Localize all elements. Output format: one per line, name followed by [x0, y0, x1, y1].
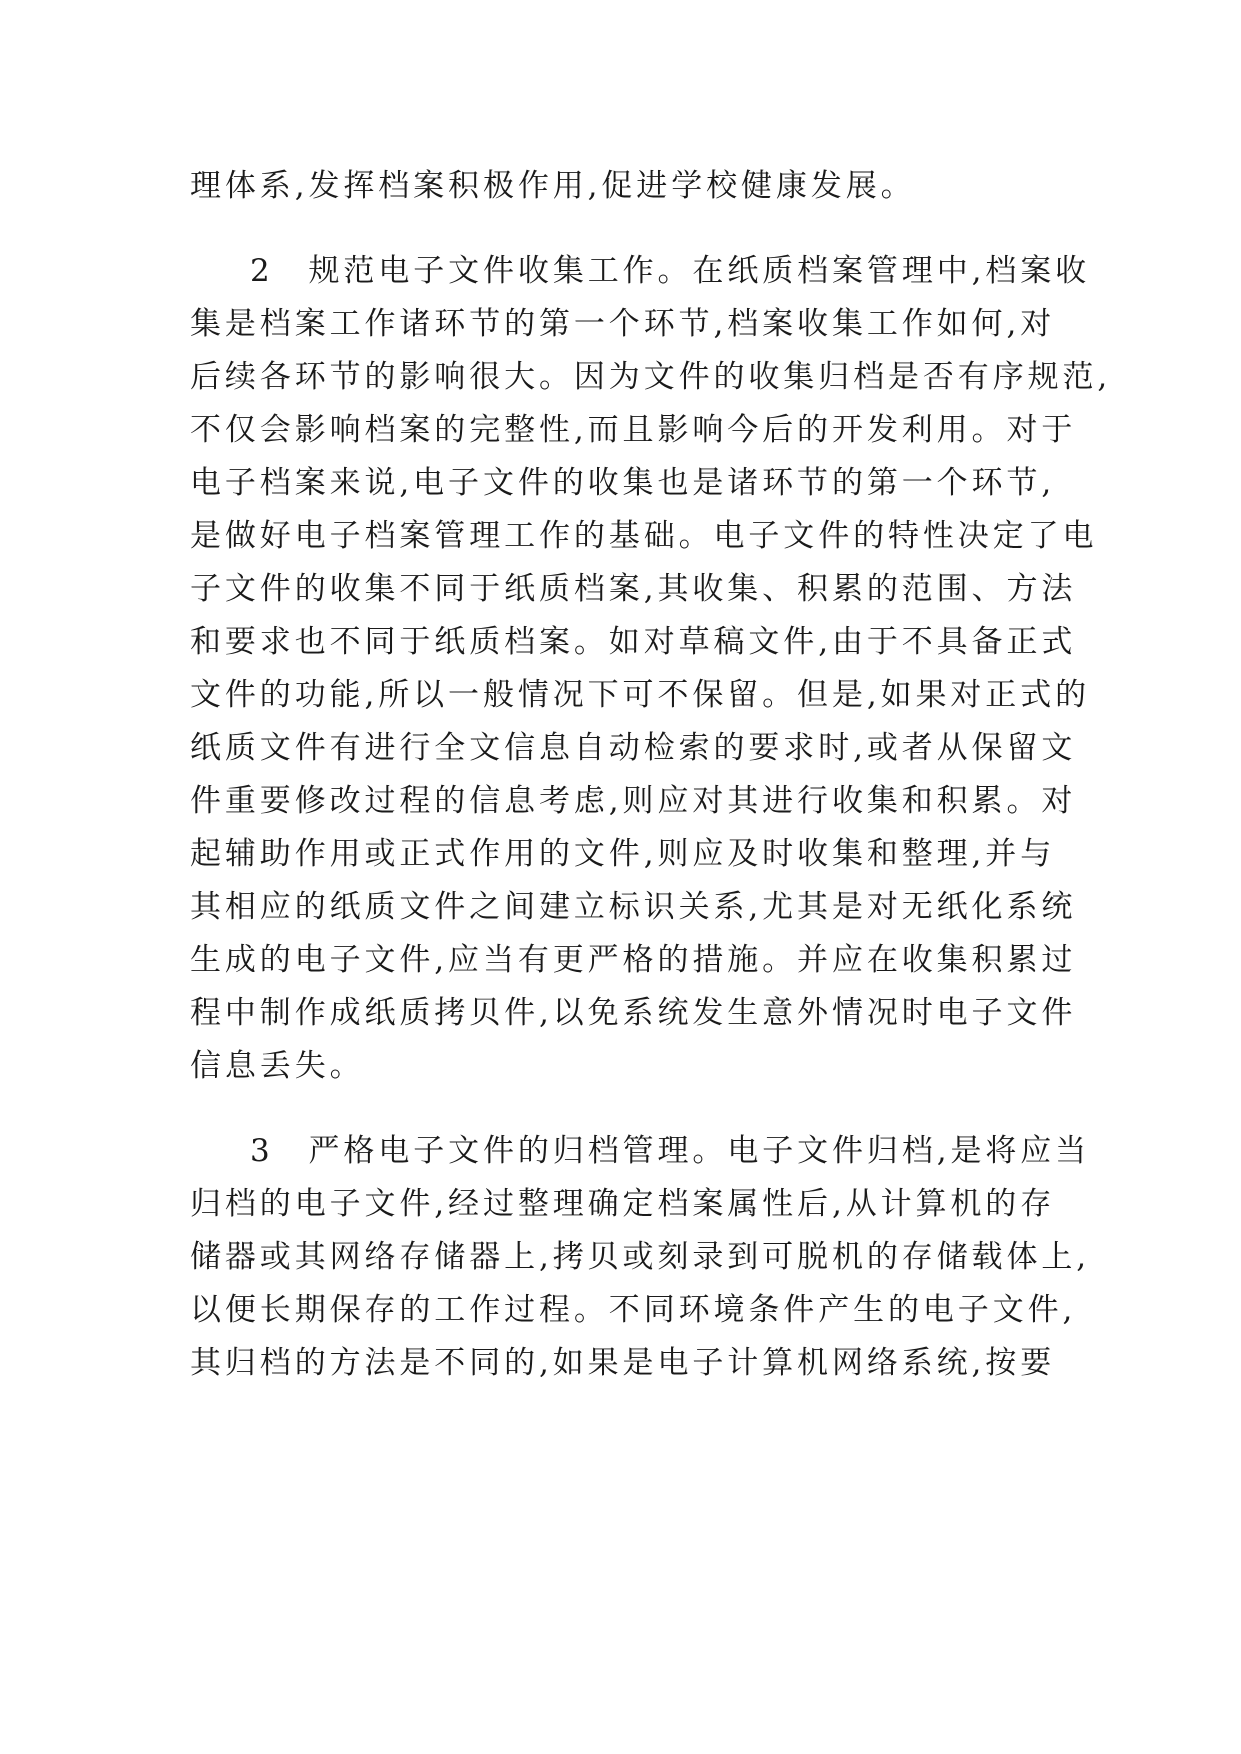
- text-line: 纸质文件有进行全文信息自动检索的要求时,或者从保留文: [190, 730, 1077, 766]
- text-line: 起辅助作用或正式作用的文件,则应及时收集和整理,并与: [190, 836, 1056, 872]
- text-line: 生成的电子文件,应当有更严格的措施。并应在收集积累过: [190, 942, 1077, 978]
- text-line: 后续各环节的影响很大。因为文件的收集归档是否有序规范,: [190, 359, 1112, 395]
- text-line: 程中制作成纸质拷贝件,以免系统发生意外情况时电子文件: [190, 995, 1077, 1031]
- paragraph-3-first-line: 3 严格电子文件的归档管理。电子文件归档,是将应当: [250, 1133, 1091, 1169]
- text-line: 不仅会影响档案的完整性,而且影响今后的开发利用。对于: [190, 412, 1077, 448]
- text-line: 文件的功能,所以一般情况下可不保留。但是,如果对正式的: [190, 677, 1091, 713]
- text-line: 归档的电子文件,经过整理确定档案属性后,从计算机的存: [190, 1186, 1056, 1222]
- text-line: 和要求也不同于纸质档案。如对草稿文件,由于不具备正式: [190, 624, 1077, 660]
- text-line: 理体系,发挥档案积极作用,促进学校健康发展。: [190, 168, 916, 204]
- paragraph-2-first-line: 2 规范电子文件收集工作。在纸质档案管理中,档案收: [250, 253, 1091, 289]
- text-line: 以便长期保存的工作过程。不同环境条件产生的电子文件,: [190, 1292, 1077, 1328]
- text-line: 集是档案工作诸环节的第一个环节,档案收集工作如何,对: [190, 306, 1056, 342]
- text-line: 件重要修改过程的信息考虑,则应对其进行收集和积累。对: [190, 783, 1077, 819]
- text-line: 信息丢失。: [190, 1048, 365, 1084]
- text-line: 其归档的方法是不同的,如果是电子计算机网络系统,按要: [190, 1345, 1056, 1381]
- text-line: 电子档案来说,电子文件的收集也是诸环节的第一个环节,: [190, 465, 1056, 501]
- text-line: 子文件的收集不同于纸质档案,其收集、积累的范围、方法: [190, 571, 1077, 607]
- text-line: 储器或其网络存储器上,拷贝或刻录到可脱机的存储载体上,: [190, 1239, 1091, 1275]
- text-line: 其相应的纸质文件之间建立标识关系,尤其是对无纸化系统: [190, 889, 1077, 925]
- text-line: 是做好电子档案管理工作的基础。电子文件的特性决定了电: [190, 518, 1098, 554]
